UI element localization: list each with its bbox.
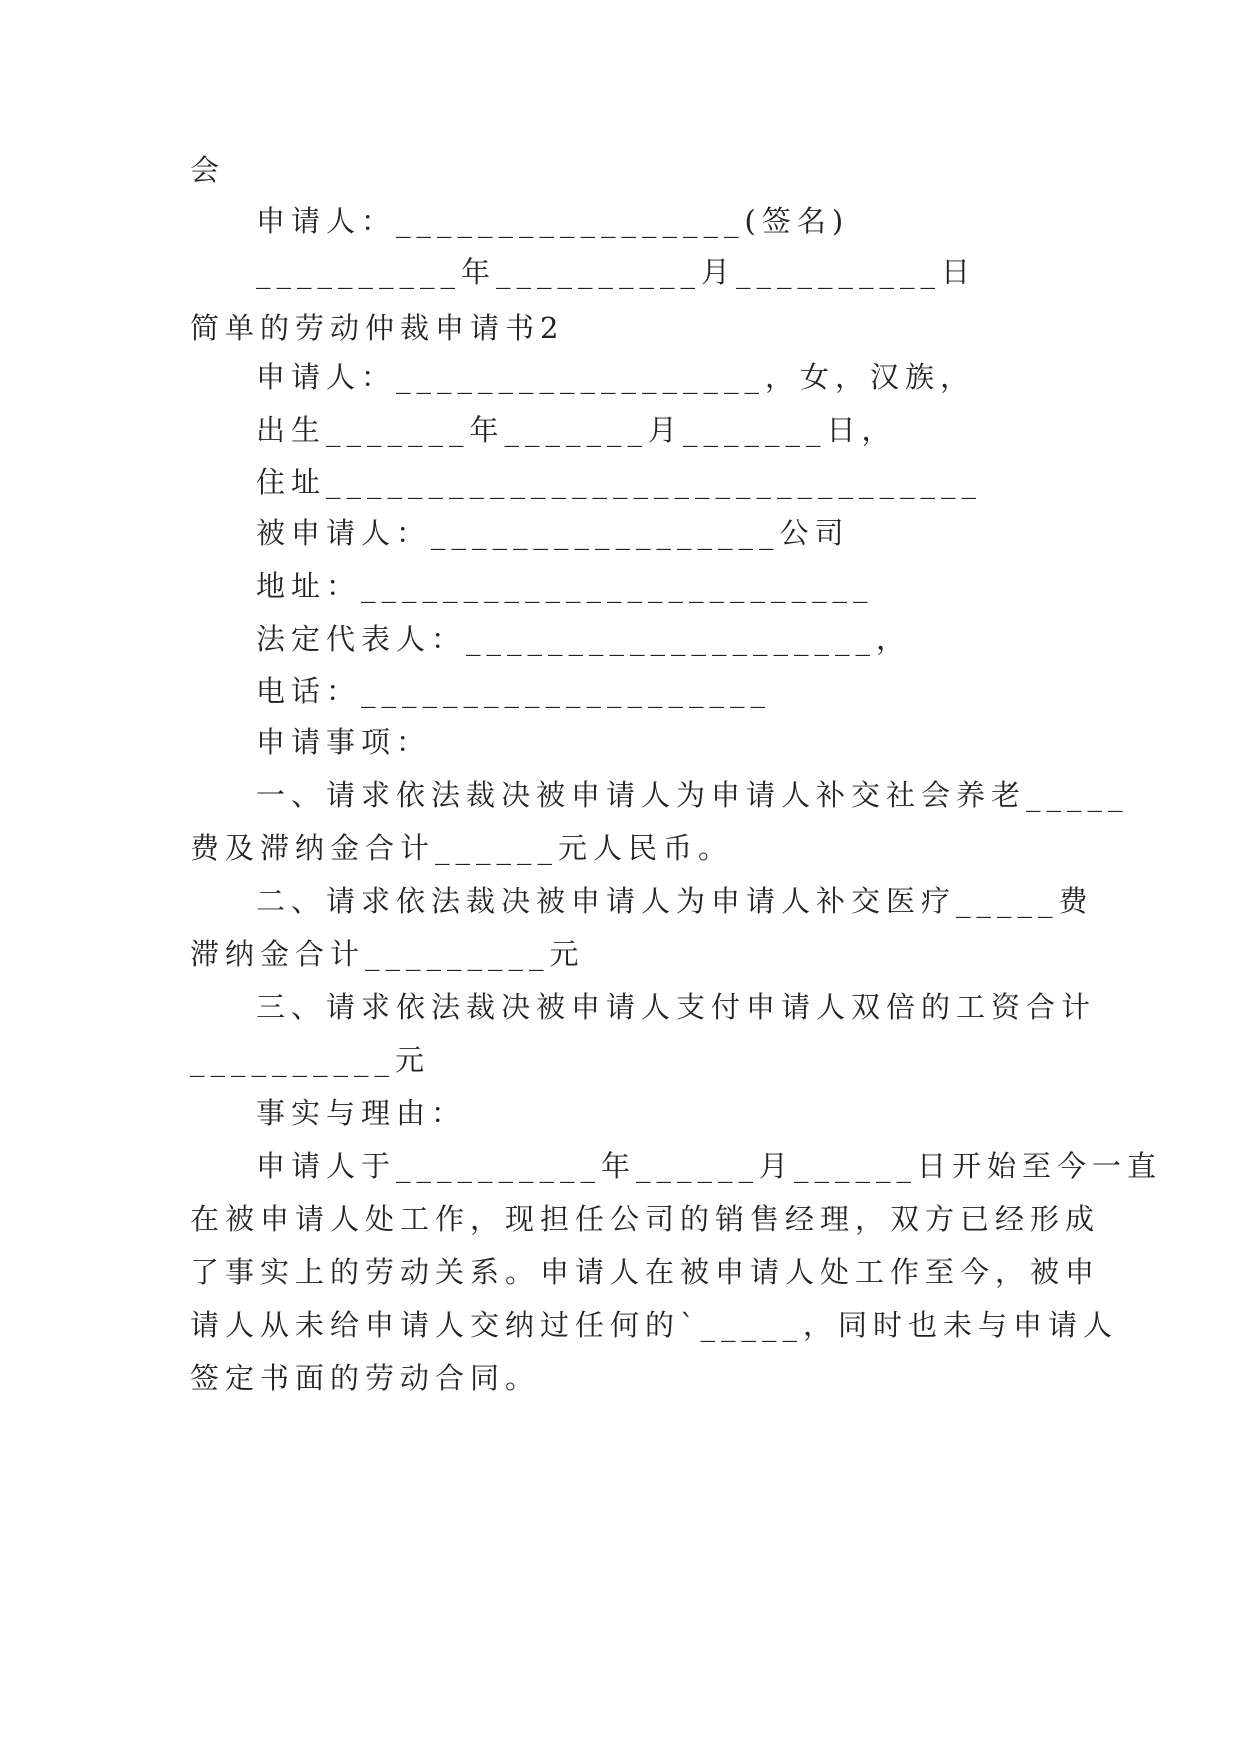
claims-heading: 申请事项： [256, 725, 432, 759]
legal-rep-line: 法定代表人：____________________， [256, 622, 912, 656]
facts-line-3: 了事实上的劳动关系。申请人在被申请人处工作至今，被申 [190, 1255, 1101, 1289]
section-title: 简单的劳动仲裁申请书2 [190, 311, 565, 345]
facts-line-2: 在被申请人处工作，现担任公司的销售经理，双方已经形成 [190, 1202, 1101, 1236]
date-line: __________年__________月__________日 [256, 255, 977, 289]
claim-1-line-1: 一、请求依法裁决被申请人为申请人补交社会养老_____ [256, 778, 1129, 812]
phone-line: 电话：____________________ [256, 674, 772, 708]
applicant-line: 申请人：__________________，女，汉族， [256, 360, 976, 394]
claim-1-line-2: 费及滞纳金合计______元人民币。 [190, 831, 734, 865]
facts-line-1: 申请人于__________年______月______日开始至今一直 [256, 1149, 1163, 1183]
address-line: 住址________________________________ [256, 465, 983, 499]
applicant-signature-line: 申请人：_________________(签名) [256, 204, 850, 238]
text-line: 会 [190, 153, 226, 187]
facts-heading: 事实与理由： [256, 1096, 467, 1130]
claim-3-line-1: 三、请求依法裁决被申请人支付申请人双倍的工资合计 [256, 990, 1097, 1024]
facts-line-5: 签定书面的劳动合同。 [190, 1361, 541, 1395]
respondent-address-line: 地址：_________________________ [256, 569, 874, 603]
claim-3-line-2: __________元 [190, 1043, 431, 1077]
claim-2-line-2: 滞纳金合计_________元 [190, 937, 585, 971]
claim-2-line-1: 二、请求依法裁决被申请人为申请人补交医疗_____费 [256, 884, 1094, 918]
facts-line-4: 请人从未给申请人交纳过任何的`_____，同时也未与申请人 [190, 1308, 1119, 1342]
respondent-line: 被申请人：_________________公司 [256, 516, 850, 550]
birth-line: 出生_______年_______月_______日， [256, 413, 897, 447]
